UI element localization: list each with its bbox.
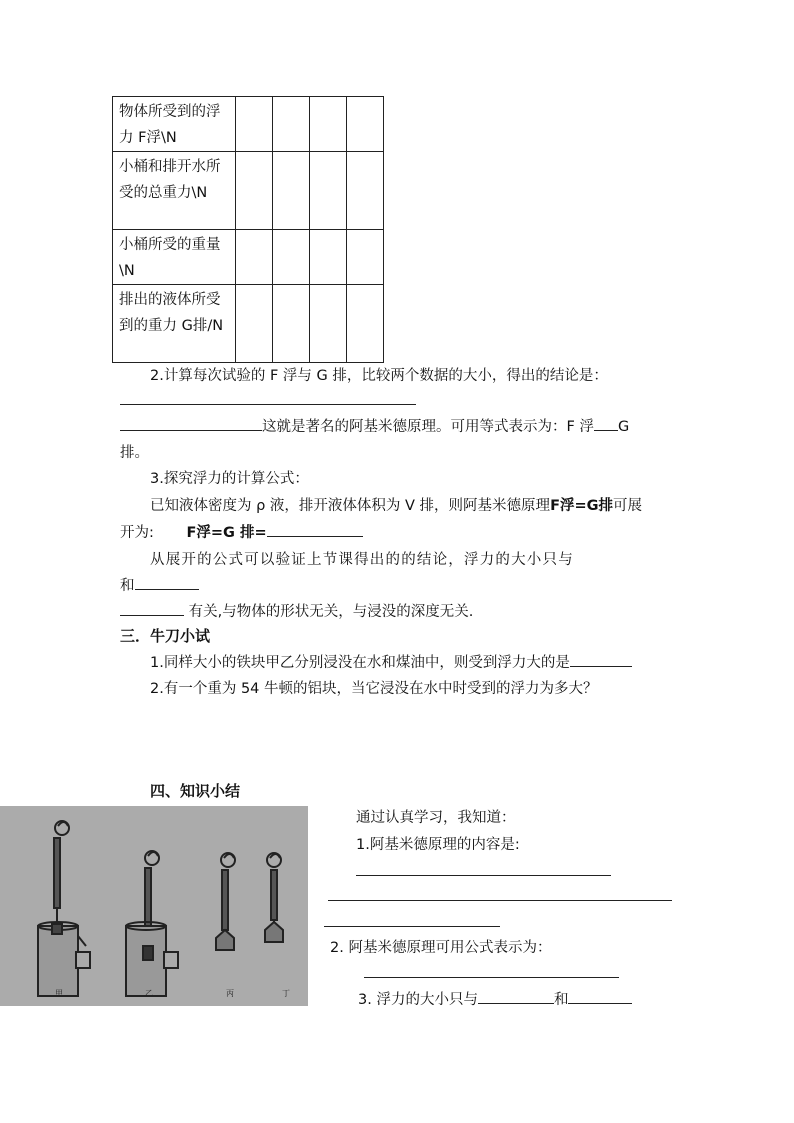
table-cell (236, 152, 273, 230)
q3-text: 开为: (120, 525, 154, 541)
answer-blank (120, 601, 184, 616)
table-cell (347, 230, 384, 285)
section-4-title: 四、知识小结 (150, 782, 241, 800)
table-cell (347, 285, 384, 363)
answer-blank (267, 522, 363, 537)
statement-end: 排。 (120, 445, 149, 461)
question-3: 3.探究浮力的计算公式： (150, 471, 309, 487)
table-row (113, 230, 384, 285)
summary-item-3 (358, 988, 632, 1009)
q3-line3: 从展开的公式可以验证上节课得出的的结论，浮力的大小只与 (150, 552, 574, 568)
table-cell (236, 230, 273, 285)
formula-inline: F浮=G排 (550, 498, 614, 514)
answer-line (364, 977, 619, 978)
summary-intro: 通过认真学习，我知道： (356, 810, 516, 826)
table-cell (310, 230, 347, 285)
q3-text: 有关,与物体的形状无关，与浸没的深度无关. (188, 604, 474, 620)
answer-blank (120, 416, 262, 431)
table-cell (310, 97, 347, 152)
table-row-label: 排出的液体所受到的重力 G排/N (113, 285, 236, 363)
experiment-table (112, 96, 384, 363)
table-row (113, 285, 384, 363)
statement-text: 这就是著名的阿基米德原理。可用等式表示为：F 浮 (262, 419, 594, 435)
spring-scale-illustration (0, 806, 308, 1006)
table-cell (236, 285, 273, 363)
table-cell (273, 152, 310, 230)
table-cell (310, 285, 347, 363)
table-row (113, 97, 384, 152)
table-row (113, 152, 384, 230)
table-cell (347, 97, 384, 152)
answer-line (324, 926, 500, 927)
answer-line (120, 404, 416, 405)
q1-text: 1.同样大小的铁块甲乙分别浸没在水和煤油中，则受到浮力大的是 (150, 655, 570, 671)
q3-line1 (150, 494, 642, 515)
table-cell (273, 97, 310, 152)
table-cell (347, 152, 384, 230)
q3-line4 (120, 574, 199, 595)
answer-line (328, 900, 672, 901)
q3-text: 和 (120, 578, 135, 594)
question-2: 2.计算每次试验的 F 浮与 G 排，比较两个数据的大小，得出的结论是： (150, 368, 608, 384)
q3-text: 可展 (613, 498, 643, 514)
figure-label-bing: 丙 (226, 989, 234, 998)
item3-text: 3. 浮力的大小只与 (358, 992, 478, 1008)
table-row-label: 物体所受到的浮力 F浮\N (113, 97, 236, 152)
item3-text: 和 (553, 992, 569, 1008)
question-2-continued (120, 415, 629, 436)
table-row-label: 小桶所受的重量\N (113, 230, 236, 285)
answer-blank (570, 652, 632, 667)
summary-item-1: 1.阿基米德原理的内容是: (356, 837, 520, 853)
q3-line5 (120, 600, 473, 621)
figure-label-jia: 甲 (55, 989, 63, 998)
experiment-photo (0, 806, 308, 1006)
table-row-label: 小桶和排开水所受的总重力\N (113, 152, 236, 230)
table-cell (236, 97, 273, 152)
answer-blank (135, 575, 199, 590)
answer-blank (568, 989, 632, 1004)
table-cell (273, 285, 310, 363)
figure-label-yi: 乙 (145, 989, 153, 998)
section-3-title: 三．牛刀小试 (120, 627, 211, 645)
symbol-g: G (617, 419, 630, 435)
answer-blank (478, 989, 554, 1004)
answer-line (356, 875, 611, 876)
answer-blank (594, 416, 618, 431)
q3-line2 (120, 521, 363, 542)
practice-q2: 2.有一个重为 54 牛顿的铝块，当它浸没在水中时受到的浮力为多大？ (150, 681, 598, 697)
formula-expanded: F浮=G 排= (186, 525, 267, 541)
summary-item-2: 2. 阿基米德原理可用公式表示为： (330, 940, 552, 956)
practice-q1 (150, 651, 632, 672)
table-cell (273, 230, 310, 285)
q3-text: 已知液体密度为 ρ 液，排开液体体积为 V 排，则阿基米德原理 (150, 498, 551, 514)
figure-label-ding: 丁 (282, 989, 290, 998)
table-cell (310, 152, 347, 230)
